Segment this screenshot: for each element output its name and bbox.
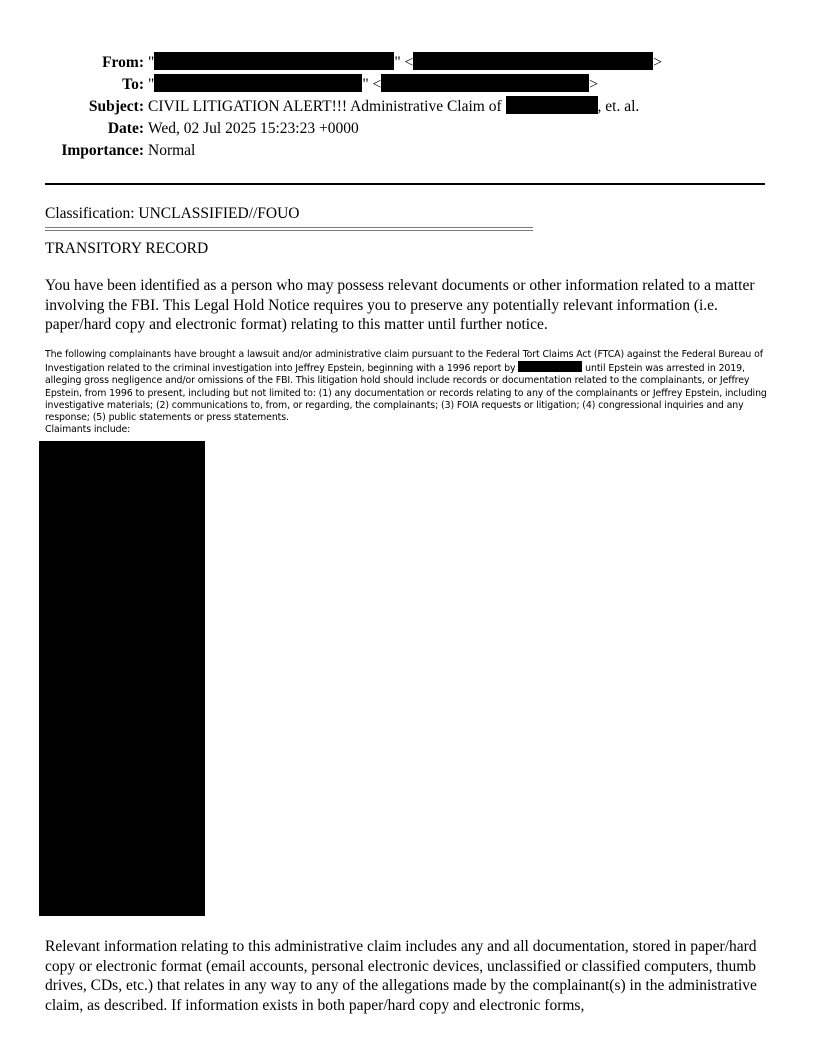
redaction-block <box>154 52 394 70</box>
to-value: " " < > <box>148 76 599 93</box>
from-label: From: <box>102 54 144 71</box>
separator-line <box>45 225 533 233</box>
date-value: Wed, 02 Jul 2025 15:23:23 +0000 <box>148 120 359 137</box>
date-label: Date: <box>107 120 144 137</box>
record-type: TRANSITORY RECORD <box>45 240 209 257</box>
importance-value: Normal <box>148 142 196 159</box>
to-label: To: <box>122 76 144 93</box>
subject-value: CIVIL LITIGATION ALERT!!! Administrative Claim of , et. al. <box>148 98 640 115</box>
classification-line: Classification: UNCLASSIFIED//FOUO <box>45 205 300 222</box>
from-value: " " < > <box>148 54 663 71</box>
redaction-block <box>413 52 653 70</box>
importance-label: Importance: <box>61 142 144 159</box>
intro-paragraph: You have been identified as a person who may possess relevant documents or other information related to a matter involving the FBI. This Legal Hold Notice requires you to preserve any potentially relevant information (i.e. paper/hard copy and electronic format) relating to this matter until further notice. <box>45 277 755 333</box>
header-divider <box>45 183 765 185</box>
to-row <box>0 74 780 96</box>
redaction-block <box>518 361 582 372</box>
subject-label: Subject: <box>88 98 144 115</box>
claimants-label: Claimants include: <box>45 424 131 436</box>
redaction-block <box>381 74 589 92</box>
importance-row <box>0 140 780 162</box>
complaint-paragraph: The following complainants have brought a lawsuit and/or administrative claim pursuant to the Federal Tort Claims Act (FTCA) against the Federal Bureau of Investigation related to the criminal investigation into Jeffrey Epstein, beginning with a 1996 report by until Epstein was arrested in 2019, alleging gross negligence and/or omissions of the FBI. This litigation hold should include records or documentation related to the complainants, or Jeffrey Epstein, from 1996 to present, including but not limited to: (1) any documentation or records relating to any of the complainants or Jeffrey Epstein, including investigative materials; (2) communications to, from, or regarding, the complainants; (3) FOIA requests or litigation; (4) congressional inquiries and any response; (5) public statements or press statements. Claimants include: <box>45 349 767 436</box>
from-row <box>0 52 780 74</box>
subject-row <box>0 96 780 118</box>
claimants-redaction-block <box>39 441 205 916</box>
redaction-block <box>154 74 362 92</box>
relevant-info-paragraph: Relevant information relating to this administrative claim includes any and all documentation, stored in paper/hard copy or electronic format (email accounts, personal electronic devices, unclassified or classified computers, thumb drives, CDs, etc.) that relates in any way to any of the allegations made by the complainant(s) in the administrative claim, as described. If information exists in both paper/hard copy and electronic forms, <box>45 938 757 1014</box>
date-row <box>0 118 780 140</box>
redaction-block <box>506 96 598 114</box>
